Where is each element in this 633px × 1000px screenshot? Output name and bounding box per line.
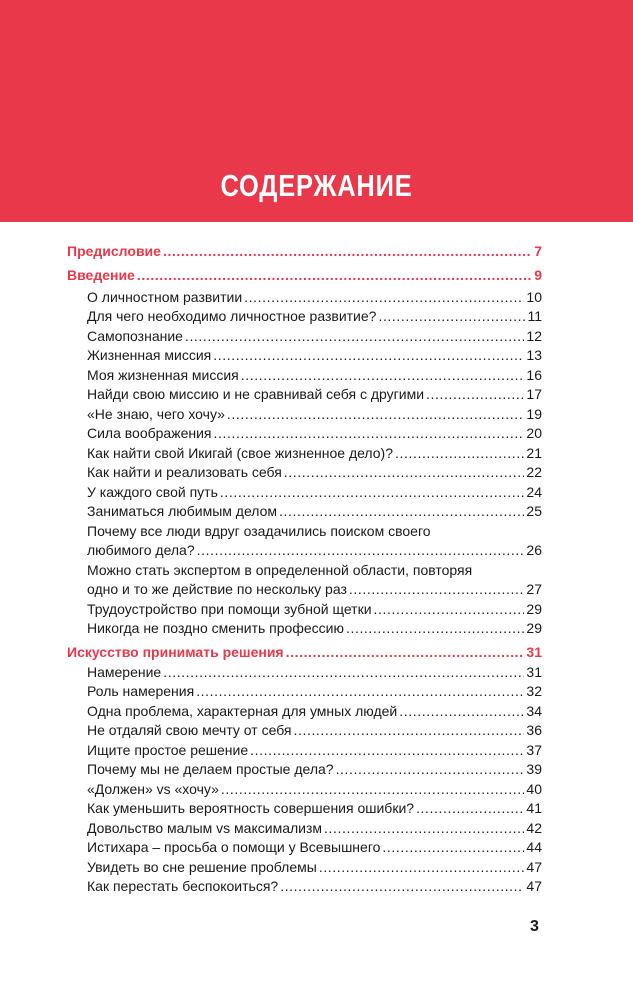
toc-title: Ищите простое решение <box>87 742 249 758</box>
toc-page: 10 <box>526 289 542 305</box>
toc-title: «Должен» vs «хочу» <box>87 781 219 797</box>
toc-title: Как перестать беспокоиться? <box>87 878 279 894</box>
toc-page: 24 <box>526 484 542 500</box>
leader-dots <box>213 346 524 364</box>
toc-page: 27 <box>526 581 542 597</box>
toc-title: Увидеть во сне решение проблемы <box>87 859 317 875</box>
toc-page: 37 <box>526 742 542 758</box>
leader-dots <box>137 266 532 284</box>
leader-dots <box>293 721 524 739</box>
toc-item[interactable] <box>87 682 542 700</box>
toc-title: Самопознание <box>87 328 183 344</box>
toc-item[interactable] <box>87 702 542 720</box>
toc-item[interactable] <box>87 463 542 481</box>
toc-title: Сила воображения <box>87 425 212 441</box>
toc-item[interactable] <box>87 424 542 442</box>
toc-item[interactable] <box>87 483 542 501</box>
leader-dots <box>374 600 525 618</box>
toc-item[interactable] <box>87 600 542 618</box>
toc-page: 19 <box>526 406 542 422</box>
toc-item[interactable] <box>87 366 542 384</box>
toc-title: Как найти и реализовать себя <box>87 464 282 480</box>
toc-page: 7 <box>534 243 542 259</box>
toc-title: Искусство принимать решения <box>67 644 284 660</box>
toc-page: 32 <box>526 683 542 699</box>
toc-page: 42 <box>526 820 542 836</box>
toc-page: 13 <box>526 347 542 363</box>
toc-item[interactable] <box>87 346 542 364</box>
toc-page: 47 <box>526 859 542 875</box>
toc-title: Намерение <box>87 664 162 680</box>
page-title: СОДЕРЖАНИЕ <box>220 168 413 203</box>
toc-page: 20 <box>526 425 542 441</box>
toc-page: 9 <box>534 267 542 283</box>
toc-page: 29 <box>526 620 542 636</box>
toc-item[interactable] <box>87 444 542 462</box>
toc-title: Как уменьшить вероятность совершения ошибки? <box>87 800 415 816</box>
toc-item[interactable] <box>87 307 542 325</box>
toc-title: одно и то же действие по нескольку раз <box>87 581 347 597</box>
toc-page: 29 <box>526 601 542 617</box>
toc-page: 36 <box>526 722 542 738</box>
toc-title: Одна проблема, характерная для умных людей <box>87 703 398 719</box>
toc-item[interactable] <box>87 405 542 423</box>
toc-item[interactable] <box>87 288 542 306</box>
leader-dots <box>220 483 525 501</box>
leader-dots <box>214 424 525 442</box>
toc-item[interactable] <box>87 385 542 403</box>
toc-title: Роль намерения <box>87 683 195 699</box>
leader-dots <box>284 463 525 481</box>
toc-item[interactable] <box>87 858 542 876</box>
toc-section[interactable] <box>67 266 542 284</box>
leader-dots <box>250 741 524 759</box>
toc-item[interactable] <box>87 819 542 837</box>
toc-title: Для чего необходимо личностное развитие? <box>87 308 377 324</box>
toc-item-line1[interactable]: Можно стать экспертом в определенной области, повторяя <box>87 562 473 578</box>
toc-title: Не отдаляй свою мечту от себя <box>87 722 292 738</box>
toc-page: 34 <box>526 703 542 719</box>
leader-dots <box>426 385 524 403</box>
toc-item[interactable] <box>87 541 542 559</box>
toc-item[interactable] <box>87 502 542 520</box>
leader-dots <box>395 444 524 462</box>
toc-page: 44 <box>526 839 542 855</box>
toc-page: 17 <box>526 386 542 402</box>
toc-title: Как найти свой Икигай (свое жизненное дело)? <box>87 445 393 461</box>
toc-page: 26 <box>526 542 542 558</box>
toc-page: 22 <box>526 464 542 480</box>
leader-dots <box>227 405 525 423</box>
toc-item[interactable] <box>87 877 542 895</box>
header-banner <box>0 0 633 222</box>
leader-dots <box>163 242 532 260</box>
leader-dots <box>399 702 524 720</box>
toc-title: Трудоустройство при помощи зубной щетки <box>87 601 372 617</box>
toc-title: Никогда не поздно сменить профессию <box>87 620 344 636</box>
toc-page: 11 <box>527 308 542 324</box>
toc-item[interactable] <box>87 663 542 681</box>
toc-item[interactable] <box>87 580 542 598</box>
toc-title: Жизненная миссия <box>87 347 212 363</box>
toc-item[interactable] <box>87 799 542 817</box>
toc-page: 47 <box>526 878 542 894</box>
toc-title: Довольство малым vs максимализм <box>87 820 323 836</box>
leader-dots <box>244 288 524 306</box>
toc-section[interactable] <box>67 242 542 260</box>
toc-page: 41 <box>526 800 542 816</box>
leader-dots <box>163 663 524 681</box>
toc-page: 21 <box>526 445 542 461</box>
toc-item[interactable] <box>87 619 542 637</box>
toc-title: Предисловие <box>67 243 161 259</box>
leader-dots <box>185 327 524 345</box>
toc-section[interactable] <box>67 643 542 661</box>
leader-dots <box>221 780 525 798</box>
toc-page: 25 <box>526 503 542 519</box>
leader-dots <box>382 838 524 856</box>
toc-title: Введение <box>67 267 135 283</box>
toc-title: Моя жизненная миссия <box>87 367 239 383</box>
leader-dots <box>280 877 524 895</box>
toc-item-line1[interactable]: Почему все люди вдруг озадачились поиском своего <box>87 523 431 539</box>
toc-item[interactable] <box>87 741 542 759</box>
toc-title: «Не знаю, чего хочу» <box>87 406 225 422</box>
toc-page: 31 <box>526 664 542 680</box>
leader-dots <box>336 760 525 778</box>
toc-item[interactable] <box>87 780 542 798</box>
leader-dots <box>286 643 525 661</box>
scalloped-edge <box>0 214 633 224</box>
leader-dots <box>416 799 524 817</box>
toc-title: Истихара – просьба о помощи у Всевышнего <box>87 839 381 855</box>
leader-dots <box>319 858 525 876</box>
leader-dots <box>197 541 525 559</box>
toc-page: 12 <box>526 328 542 344</box>
leader-dots <box>241 366 525 384</box>
toc-page: 31 <box>526 644 542 660</box>
leader-dots <box>378 307 525 325</box>
toc-item[interactable] <box>87 721 542 739</box>
toc-page: 39 <box>526 761 542 777</box>
toc-title: О личностном развитии <box>87 289 243 305</box>
toc-page: 16 <box>526 367 542 383</box>
toc-item[interactable] <box>87 838 542 856</box>
page-number: 3 <box>530 918 539 935</box>
toc-title: Заниматься любимым делом <box>87 503 278 519</box>
toc-title: Почему мы не делаем простые дела? <box>87 761 334 777</box>
leader-dots <box>279 502 524 520</box>
leader-dots <box>346 619 524 637</box>
toc-item[interactable] <box>87 327 542 345</box>
toc-item[interactable] <box>87 760 542 778</box>
leader-dots <box>324 819 524 837</box>
toc-title: У каждого свой путь <box>87 484 218 500</box>
toc-title: любимого дела? <box>87 542 195 558</box>
leader-dots <box>196 682 524 700</box>
leader-dots <box>349 580 525 598</box>
toc-page: 40 <box>526 781 542 797</box>
toc-title: Найди свою миссию и не сравнивай себя с другими <box>87 386 425 402</box>
